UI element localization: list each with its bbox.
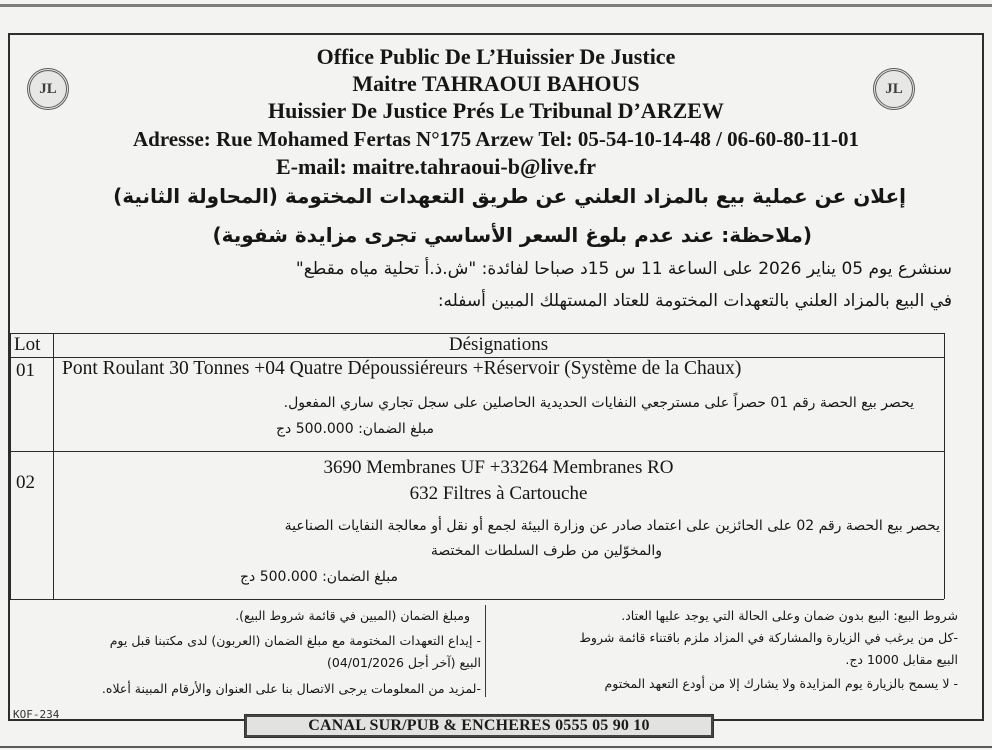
lot-number: 01 [16, 360, 35, 381]
lot-designation-line2: 632 Filtres à Cartouche [409, 483, 588, 504]
email-line: E-mail: maitre.tahraoui-b@live.fr [275, 154, 597, 179]
col-designations-header: Désignations [448, 334, 549, 355]
tribunal-line: Huissier De Justice Prés Le Tribunal D’ARZEW [268, 98, 724, 123]
sale-condition: ومبلغ الضمان (المبين في قائمة شروط البيع). [235, 608, 470, 623]
table-row-rule [10, 451, 944, 452]
office-title: Office Public De L’Huissier De Justice [316, 44, 676, 69]
bottom-rule [0, 746, 992, 748]
lot-designation: Pont Roulant 30 Tonnes +04 Quatre Dépoussiéreurs +Réservoir (Système de la Chaux) [62, 358, 742, 379]
ad-reference: KOF-234 [13, 708, 60, 721]
sale-condition: -كل من يرغب في الزيارة والمشاركة في المزاد ملزم باقتناء قائمة شروط [579, 630, 958, 645]
sale-condition: البيع (آخر أجل 04/01/2026) [327, 655, 481, 670]
bailiff-seal-icon: JL [873, 68, 915, 110]
announcement-title: إعلان عن عملية بيع بالمزاد العلني عن طريق التعهدات المختومة (المحاولة الثانية) [113, 184, 906, 208]
sale-date-line: سنشرع يوم 05 يناير 2026 على الساعة 11 س 15د صباحا لفائدة: "ش.ذ.أ تحلية مياه مقطع" [295, 259, 952, 279]
conditions-divider [485, 605, 486, 697]
table-left-rule [10, 333, 11, 599]
lot-designation: 3690 Membranes UF +33264 Membranes RO [323, 457, 674, 478]
sale-condition: شروط البيع: البيع بدون ضمان وعلى الحالة التي يوجد عليها العتاد. [621, 608, 958, 623]
announcement-note: (ملاحظة: عند عدم بلوغ السعر الأساسي تجرى مزايدة شفوية) [212, 223, 812, 247]
publisher-banner: CANAL SUR/PUB & ENCHERES 0555 05 90 10 [244, 714, 714, 738]
sale-condition: البيع مقابل 1000 دج. [845, 652, 958, 667]
lot-condition: يحصر بيع الحصة رقم 02 على الحائزين على اعتماد صادر عن وزارة البيئة لجمع أو نقل أو معالجة النفايات الصناعية [284, 518, 940, 534]
sale-condition: -لمزيد من المعلومات يرجى الاتصال بنا على العنوان والأرقام المبينة أعلاه. [101, 681, 481, 696]
address-phone-line: Adresse: Rue Mohamed Fertas N°175 Arzew Tel: 05-54-10-14-48 / 06-60-80-11-01 [133, 127, 859, 151]
bailiff-seal-icon: JL [27, 68, 69, 110]
table-right-rule [944, 333, 945, 599]
sale-condition: - إيداع التعهدات المختومة مع مبلغ الضمان (العربون) لدى مكتبنا قبل يوم [109, 633, 481, 648]
lot-guarantee: مبلغ الضمان: 500.000 دج [239, 569, 398, 585]
bailiff-name: Maitre TAHRAOUI BAHOUS [352, 71, 640, 96]
lot-condition: يحصر بيع الحصة رقم 01 حصراً على مسترجعي النفايات الحديدية الحاصلين على سجل تجاري ساري المفعول. [283, 395, 914, 411]
col-lot-header: Lot [14, 334, 41, 355]
sale-intro-line: في البيع بالمزاد العلني بالتعهدات المختومة للعتاد المستهلك المبين أسفله: [437, 291, 952, 311]
lot-condition-line2: والمخوّلين من طرف السلطات المختصة [430, 543, 662, 559]
lot-number: 02 [16, 472, 35, 493]
lot-guarantee: مبلغ الضمان: 500.000 دج [275, 421, 434, 437]
table-bottom-rule [10, 599, 944, 600]
sale-condition: - لا يسمح بالزيارة يوم المزايدة ولا يشارك إلا من أودع التعهد المختوم [604, 676, 958, 691]
top-rule [0, 4, 992, 7]
